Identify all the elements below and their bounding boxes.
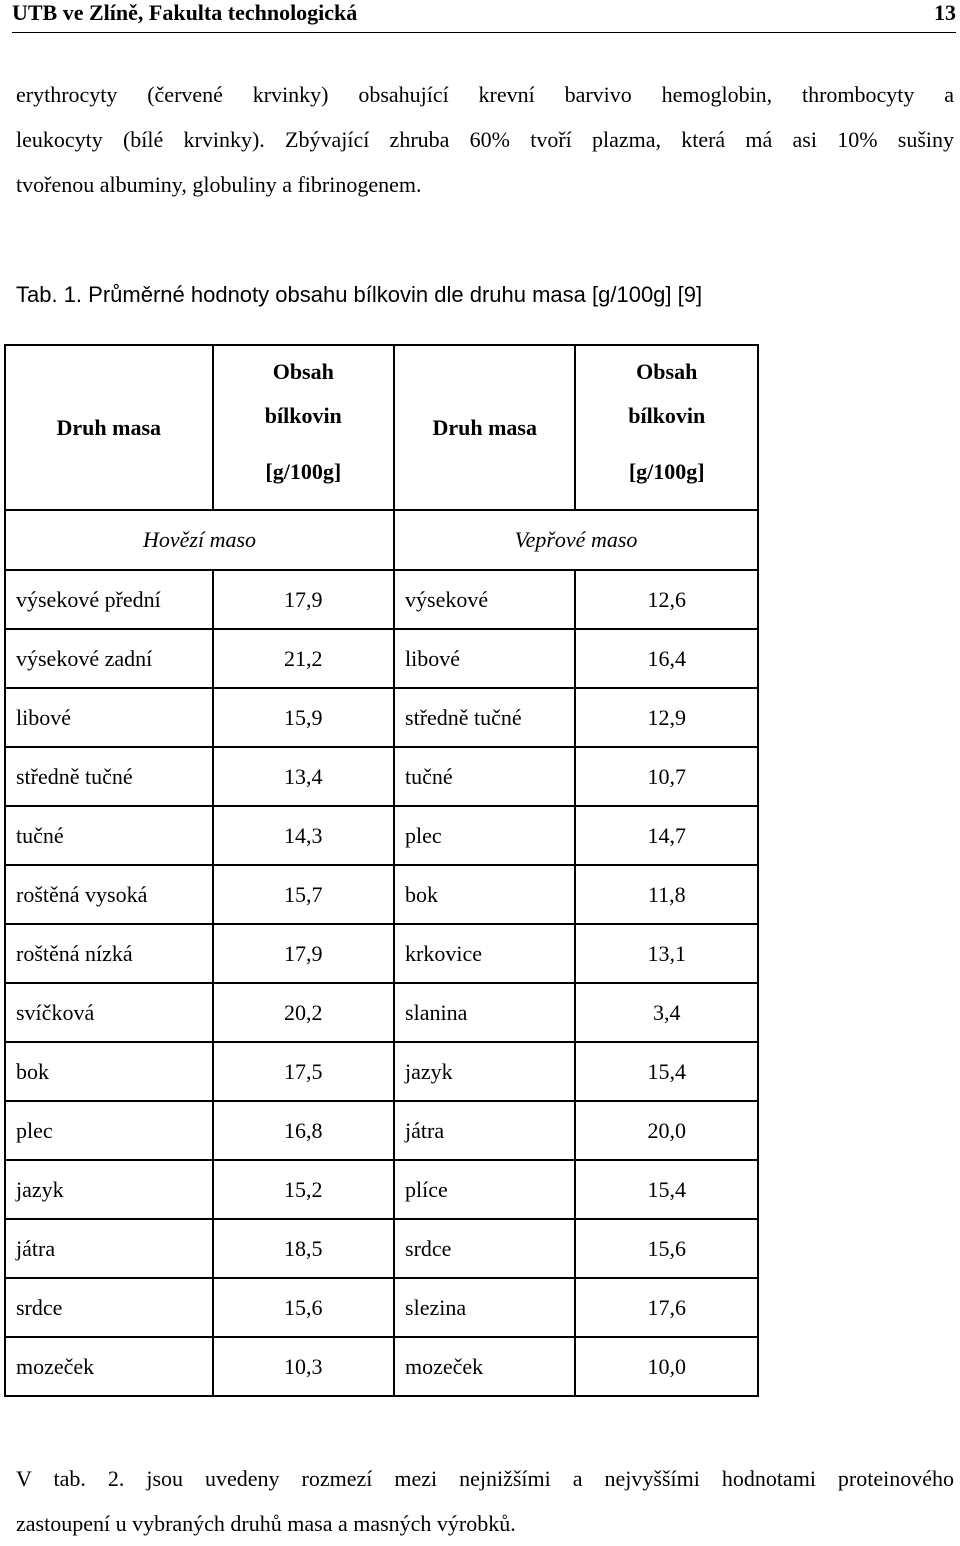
beef-protein-value: 15,7	[214, 866, 395, 925]
pork-protein-value: 13,1	[576, 925, 759, 984]
table-row	[6, 807, 759, 866]
group-beef: Hovězí maso	[6, 511, 395, 571]
table-row	[6, 1043, 759, 1102]
pork-cut: plíce	[395, 1161, 576, 1220]
beef-protein-value: 18,5	[214, 1220, 395, 1279]
beef-protein-value: 17,5	[214, 1043, 395, 1102]
beef-protein-value: 17,9	[214, 925, 395, 984]
beef-cut: bok	[6, 1043, 214, 1102]
beef-cut: libové	[6, 689, 214, 748]
pork-protein-value: 12,6	[576, 571, 759, 630]
pork-protein-value: 11,8	[576, 866, 759, 925]
pork-protein-value: 20,0	[576, 1102, 759, 1161]
pork-protein-value: 15,4	[576, 1043, 759, 1102]
beef-cut: výsekové zadní	[6, 630, 214, 689]
table-header-row	[6, 346, 759, 511]
beef-protein-value: 20,2	[214, 984, 395, 1043]
beef-cut: roštěná nízká	[6, 925, 214, 984]
pork-cut: jazyk	[395, 1043, 576, 1102]
beef-protein-value: 16,8	[214, 1102, 395, 1161]
page-number: 13	[934, 0, 956, 25]
pork-protein-value: 14,7	[576, 807, 759, 866]
outro-paragraph	[16, 1456, 954, 1546]
table-row	[6, 748, 759, 807]
outro-line: V tab. 2. jsou uvedeny rozmezí mezi nejnižšími a nejvyššími hodnotami proteinového	[16, 1466, 954, 1491]
pork-cut: srdce	[395, 1220, 576, 1279]
pork-cut: plec	[395, 807, 576, 866]
pork-cut: krkovice	[395, 925, 576, 984]
pork-cut: výsekové	[395, 571, 576, 630]
table-row	[6, 984, 759, 1043]
pork-cut: tučné	[395, 748, 576, 807]
beef-protein-value: 10,3	[214, 1338, 395, 1397]
table-row	[6, 689, 759, 748]
beef-cut: svíčková	[6, 984, 214, 1043]
pork-cut: libové	[395, 630, 576, 689]
beef-cut: mozeček	[6, 1338, 214, 1397]
beef-protein-value: 17,9	[214, 571, 395, 630]
pork-cut: slanina	[395, 984, 576, 1043]
beef-protein-value: 15,9	[214, 689, 395, 748]
table-row	[6, 1161, 759, 1220]
pork-cut: slezina	[395, 1279, 576, 1338]
header-divider	[12, 32, 956, 33]
table-row	[6, 630, 759, 689]
table-row	[6, 1338, 759, 1397]
table-row	[6, 1220, 759, 1279]
intro-paragraph	[16, 72, 954, 207]
table-caption: Tab. 1. Průměrné hodnoty obsahu bílkovin dle druhu masa [g/100g] [9]	[16, 282, 703, 307]
group-row	[6, 511, 759, 571]
header-line: bílkovin	[628, 402, 706, 428]
header-line: Obsah	[272, 358, 334, 384]
page-header	[12, 0, 956, 30]
table-row	[6, 866, 759, 925]
pork-protein-value: 12,9	[576, 689, 759, 748]
header-title: UTB ve Zlíně, Fakulta technologická	[12, 0, 358, 25]
beef-protein-value: 13,4	[214, 748, 395, 807]
header-line: bílkovin	[264, 402, 342, 428]
protein-table	[4, 344, 759, 1397]
header-protein-content-pork	[576, 346, 759, 511]
beef-cut: jazyk	[6, 1161, 214, 1220]
header-line: [g/100g]	[265, 458, 342, 484]
group-pork: Vepřové maso	[395, 511, 759, 571]
beef-protein-value: 14,3	[214, 807, 395, 866]
beef-cut: játra	[6, 1220, 214, 1279]
beef-protein-value: 15,2	[214, 1161, 395, 1220]
beef-cut: středně tučné	[6, 748, 214, 807]
beef-cut: roštěná vysoká	[6, 866, 214, 925]
pork-protein-value: 17,6	[576, 1279, 759, 1338]
pork-protein-value: 10,0	[576, 1338, 759, 1397]
beef-protein-value: 15,6	[214, 1279, 395, 1338]
header-line: Obsah	[636, 358, 698, 384]
pork-protein-value: 10,7	[576, 748, 759, 807]
table-row	[6, 1102, 759, 1161]
intro-line: erythrocyty (červené krvinky) obsahující krevní barvivo hemoglobin, thrombocyty a	[16, 82, 954, 107]
pork-cut: bok	[395, 866, 576, 925]
beef-cut: srdce	[6, 1279, 214, 1338]
pork-protein-value: 3,4	[576, 984, 759, 1043]
beef-cut: plec	[6, 1102, 214, 1161]
table-row	[6, 571, 759, 630]
intro-line: leukocyty (bílé krvinky). Zbývající zhruba 60% tvoří plazma, která má asi 10% sušiny	[16, 127, 954, 152]
outro-line: zastoupení u vybraných druhů masa a masných výrobků.	[16, 1511, 516, 1536]
table-row	[6, 925, 759, 984]
beef-protein-value: 21,2	[214, 630, 395, 689]
beef-cut: tučné	[6, 807, 214, 866]
pork-cut: mozeček	[395, 1338, 576, 1397]
header-protein-content-beef	[214, 346, 395, 511]
header-line: [g/100g]	[628, 458, 705, 484]
header-meat-type-beef: Druh masa	[6, 346, 214, 511]
table-row	[6, 1279, 759, 1338]
pork-protein-value: 15,6	[576, 1220, 759, 1279]
header-meat-type-pork: Druh masa	[395, 346, 576, 511]
intro-line: tvořenou albuminy, globuliny a fibrinogenem.	[16, 172, 422, 197]
pork-cut: středně tučné	[395, 689, 576, 748]
pork-protein-value: 16,4	[576, 630, 759, 689]
beef-cut: výsekové přední	[6, 571, 214, 630]
pork-protein-value: 15,4	[576, 1161, 759, 1220]
pork-cut: játra	[395, 1102, 576, 1161]
